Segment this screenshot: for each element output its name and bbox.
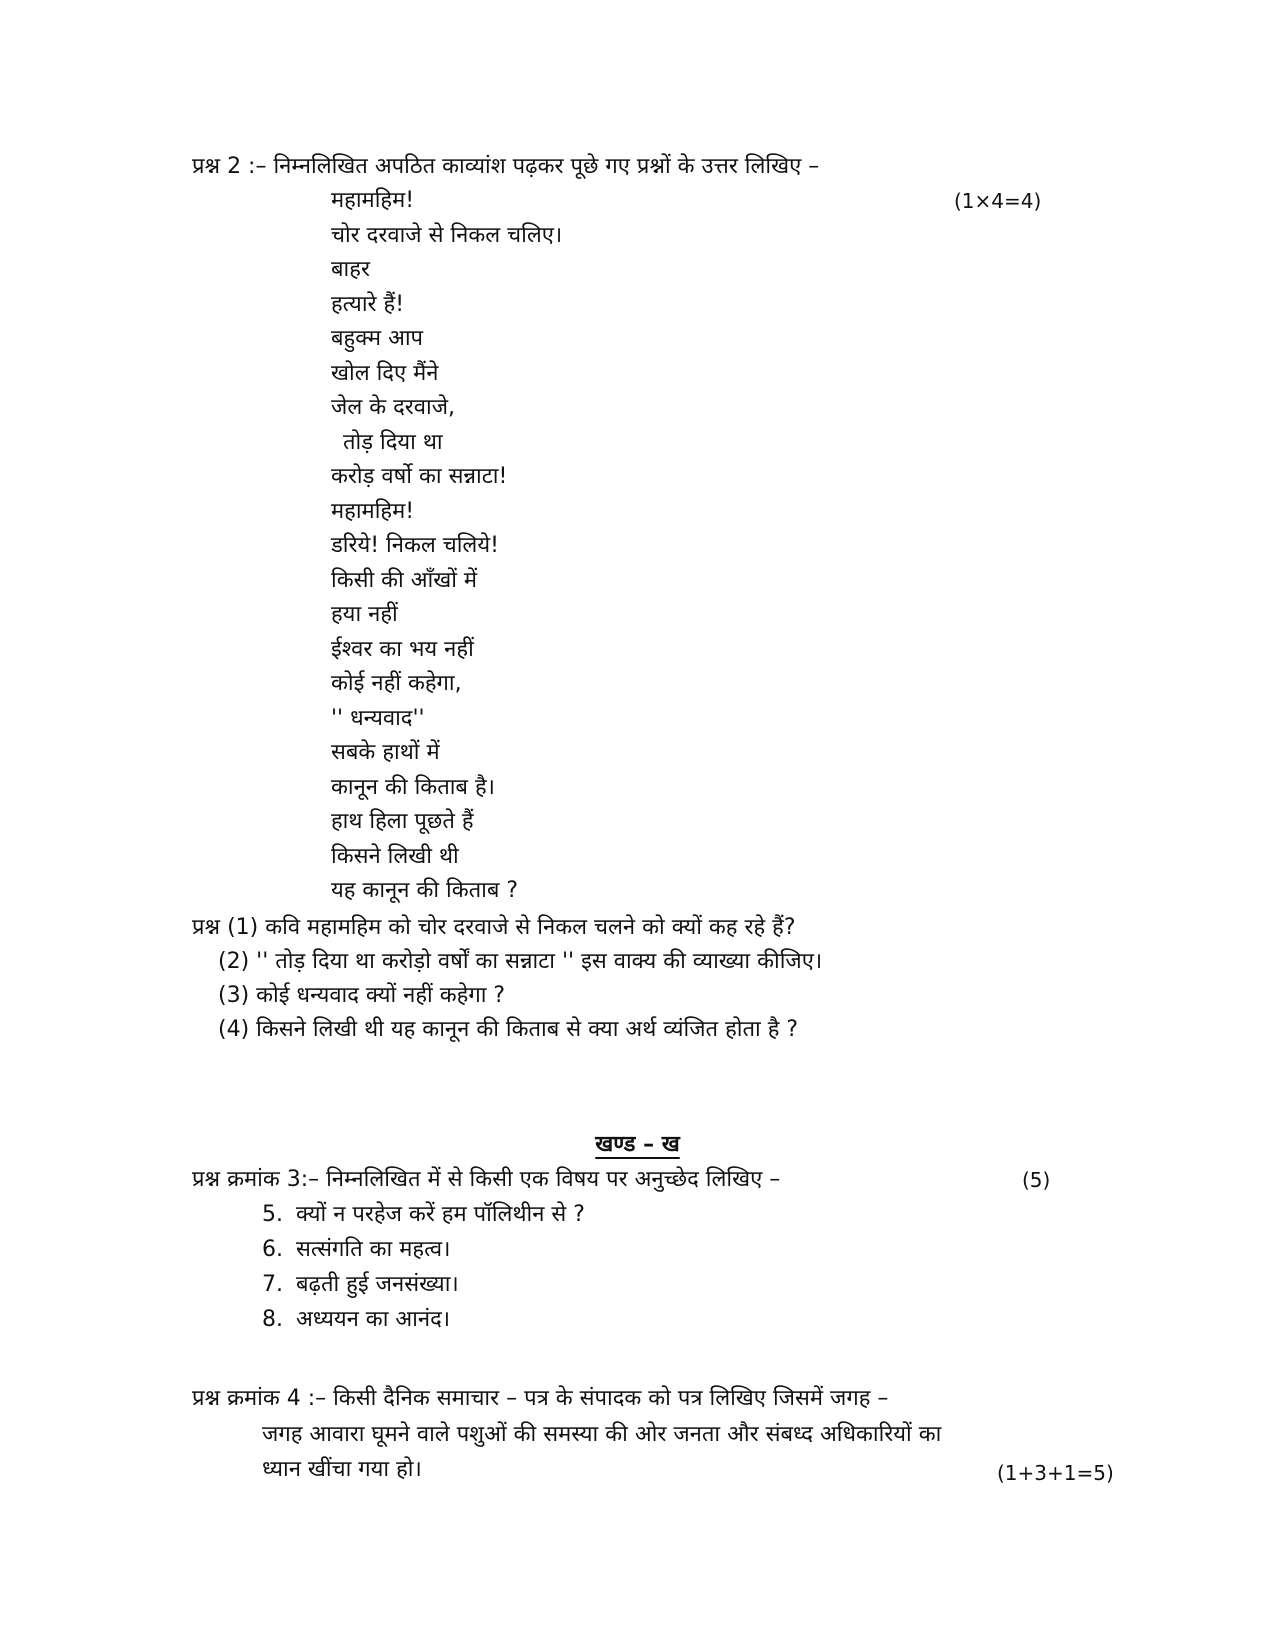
poem-line: डरिये! निकल चलिये!: [331, 533, 499, 558]
topic-item: [262, 1235, 450, 1265]
question-3-marks: (5): [1022, 1168, 1051, 1192]
poem-line: कानून की किताब है।: [331, 775, 496, 800]
topic-text: सत्संगति का महत्व।: [296, 1237, 451, 1262]
poem-line: खोल दिए मैंने: [331, 361, 439, 386]
topic-item: [262, 1270, 459, 1300]
topic-number: 7.: [262, 1272, 283, 1297]
poem-line: किसने लिखी थी: [331, 844, 459, 869]
sub-question-2: (2) '' तोड़ दिया था करोड़ो वर्षों का सन्नाटा '' इस वाक्य की व्याख्या कीजिए।: [218, 949, 823, 974]
question-2-marks: (1×4=4): [954, 189, 1042, 213]
question-4-line-2: जगह आवारा घूमने वाले पशुओं की समस्या की ओर जनता और संबध्द अधिकारियों का: [262, 1422, 942, 1447]
poem-line: हाथ हिला पूछते हैं: [331, 809, 474, 834]
question-4-line-3: ध्यान खींचा गया हो।: [262, 1457, 422, 1482]
topic-item: [262, 1305, 450, 1335]
poem-line: महामहिम!: [331, 188, 415, 213]
poem-line: कोई नहीं कहेगा,: [331, 671, 462, 696]
poem-line: महामहिम!: [331, 499, 415, 524]
poem-line: बाहर: [331, 257, 370, 282]
sub-question-4: (4) किसने लिखी थी यह कानून की किताब से क्या अर्थ व्यंजित होता है ?: [218, 1017, 799, 1042]
topic-text: क्यों न परहेज करें हम पॉलिथीन से ?: [296, 1202, 585, 1227]
question-2-label: प्रश्न 2 :– निम्नलिखित अपठित काव्यांश पढ़कर पूछे गए प्रश्नों के उत्तर लिखिए –: [192, 154, 820, 179]
poem-line: किसी की आँखों में: [331, 568, 478, 593]
sub-question-1: प्रश्न (1) कवि महामहिम को चोर दरवाजे से निकल चलने को क्यों कह रहे हैं?: [192, 915, 796, 940]
topic-number: 8.: [262, 1307, 283, 1332]
poem-line: सबके हाथों में: [331, 740, 440, 765]
topic-text: बढ़ती हुई जनसंख्या।: [296, 1272, 459, 1297]
poem-line: यह कानून की किताब ?: [331, 878, 519, 903]
poem-line: जेल के दरवाजे,: [331, 395, 456, 420]
topic-item: [262, 1200, 585, 1230]
question-3-label: प्रश्न क्रमांक 3:– निम्नलिखित में से किसी एक विषय पर अनुच्छेद लिखिए –: [192, 1167, 781, 1192]
poem-line: तोड़ दिया था: [343, 430, 443, 455]
question-4-line-1: प्रश्न क्रमांक 4 :– किसी दैनिक समाचार – पत्र के संपादक को पत्र लिखिए जिसमें जगह –: [192, 1386, 889, 1411]
poem-line: ईश्वर का भय नहीं: [331, 637, 474, 662]
poem-line: बहुक्म आप: [331, 326, 424, 351]
section-b-title: खण्ड – ख: [595, 1132, 680, 1157]
poem-line: करोड़ वर्षो का सन्नाटा!: [331, 464, 508, 489]
topic-number: 5.: [262, 1202, 283, 1227]
sub-question-3: (3) कोई धन्यवाद क्यों नहीं कहेगा ?: [218, 983, 506, 1008]
poem-line: चोर दरवाजे से निकल चलिए।: [331, 223, 563, 248]
poem-line: हत्यारे हैं!: [331, 292, 405, 317]
question-4-marks: (1+3+1=5): [997, 1461, 1114, 1485]
topic-text: अध्ययन का आनंद।: [296, 1307, 451, 1332]
poem-line: हया नहीं: [331, 602, 398, 627]
poem-line: '' धन्यवाद'': [331, 706, 425, 731]
topic-number: 6.: [262, 1237, 283, 1262]
